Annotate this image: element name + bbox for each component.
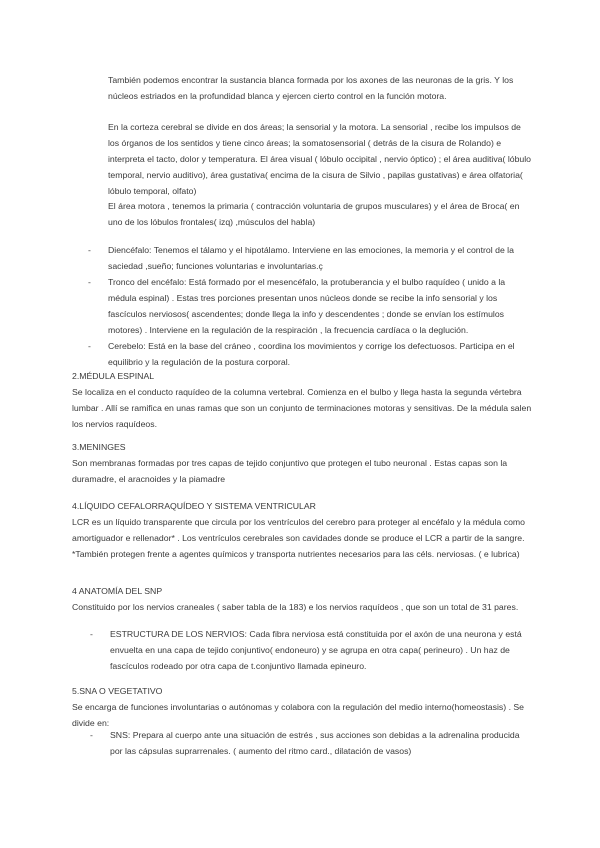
list-item-cerebelo	[88, 338, 533, 370]
heading-medula-espinal: 2.MÉDULA ESPINAL	[72, 371, 155, 381]
paragraph-corteza-cerebral: En la corteza cerebral se divide en dos áreas; la sensorial y la motora. La sensorial , recibe los impulsos de los órganos de los sentidos y tiene cinco áreas; la somatosensorial ( detrás de la cisura de Rolando) e interpreta el tacto, dolor y temperatura. El área visual ( lóbulo occipital , nervio óptico) ; el área auditiva( lóbulo temporal, nervio auditivo), área gustativa( encima de la cisura de Silvio , papilas gustativas) e área olfatoria( lóbulo temporal, olfato)	[108, 122, 532, 196]
list-item-text: Tronco del encéfalo: Está formado por el mesencéfalo, la protuberancia y el bulbo raquídeo ( unido a la médula espinal) . Estas tres porciones presentan unos núcleos donde se recibe la info sensorial y los fascículos nerviosos( ascendentes; donde llega la info y descendentes ; donde se envían los estímulos motores) . Interviene en la regulación de la respiración , la frecuencia cardíaca o la deglución.	[108, 277, 506, 335]
snp-list	[90, 626, 530, 674]
sna-list	[90, 727, 530, 759]
paragraph-area-motora: El área motora , tenemos la primaria ( contracción voluntaria de grupos musculares) y el área de Broca( en uno de los lóbulos frontales( izq) ,músculos del habla)	[108, 201, 520, 227]
heading-anatomia-snp: 4 ANATOMÍA DEL SNP	[72, 586, 163, 596]
paragraph-medula-espinal: Se localiza en el conducto raquídeo de la columna vertebral. Comienza en el bulbo y llega hasta la segunda vértebra lumbar . Allí se ramifica en unas ramas que son un conjunto de terminaciones motoras y sensitivas. De la médula salen los nervios raquídeos.	[72, 387, 532, 429]
bullet-dash: -	[88, 341, 91, 351]
bullet-dash: -	[90, 730, 93, 740]
list-item-diencefalo	[88, 242, 533, 274]
list-item-tronco-encefalo	[88, 274, 533, 338]
brain-parts-list	[88, 242, 533, 370]
list-item-text: ESTRUCTURA DE LOS NERVIOS: Cada fibra nerviosa está constituida por el axón de una neurona y está envuelta en una capa de tejido conjuntivo( endoneuro) y se agrupa en otra capa( perineuro) . Un haz de fascículos rodeado por otra capa de t.conjuntivo llamada epineuro.	[110, 629, 522, 671]
paragraph-liquido-cefalorraquideo: LCR es un líquido transparente que circula por los ventrículos del cerebro para proteger al encéfalo y la médula como amortiguador e rellenador* . Los ventrículos cerebrales son cavidades donde se produce el LCR a partir de la sangre. *También protegen frente a agentes químicos y transporta nutrientes necesarios para las céls. nerviosas. ( e lubrica)	[72, 517, 525, 559]
paragraph-anatomia-snp: Constituido por los nervios craneales ( saber tabla de la 183) e los nervios raquídeos , que son un total de 31 pares.	[72, 602, 519, 612]
bullet-dash: -	[88, 277, 91, 287]
paragraph-meninges: Son membranas formadas por tres capas de tejido conjuntivo que protegen el tubo neuronal . Estas capas son la duramadre, el aracnoides y la piamadre	[72, 458, 508, 484]
list-item-estructura-nervios	[90, 626, 530, 674]
heading-liquido-cefalorraquideo: 4.LÍQUIDO CEFALORRAQUÍDEO Y SISTEMA VENTRICULAR	[72, 501, 316, 511]
paragraph-sna-vegetativo: Se encarga de funciones involuntarias o autónomas y colabora con la regulación del medio interno(homeostasis) . Se divide en:	[72, 702, 525, 728]
list-item-sns	[90, 727, 530, 759]
list-item-text: Cerebelo: Está en la base del cráneo , coordina los movimientos y corrige los defectuosos. Participa en el equilibrio y la regulación de la postura corporal.	[108, 341, 515, 367]
heading-meninges: 3.MENINGES	[72, 442, 126, 452]
list-item-text: Diencéfalo: Tenemos el tálamo y el hipotálamo. Interviene en las emociones, la memoria y el control de la saciedad ,sueño; funciones voluntarias e involuntarias.ç	[108, 245, 514, 271]
bullet-dash: -	[88, 245, 91, 255]
list-item-text: SNS: Prepara al cuerpo ante una situación de estrés , sus acciones son debidas a la adrenalina producida por las cápsulas suprarrenales. ( aumento del ritmo card., dilatación de vasos)	[110, 730, 520, 756]
paragraph-sustancia-blanca: También podemos encontrar la sustancia blanca formada por los axones de las neuronas de la gris. Y los núcleos estriados en la profundidad blanca y ejercen cierto control en la función motora.	[108, 75, 514, 101]
bullet-dash: -	[90, 629, 93, 639]
heading-sna-vegetativo: 5.SNA O VEGETATIVO	[72, 686, 163, 696]
